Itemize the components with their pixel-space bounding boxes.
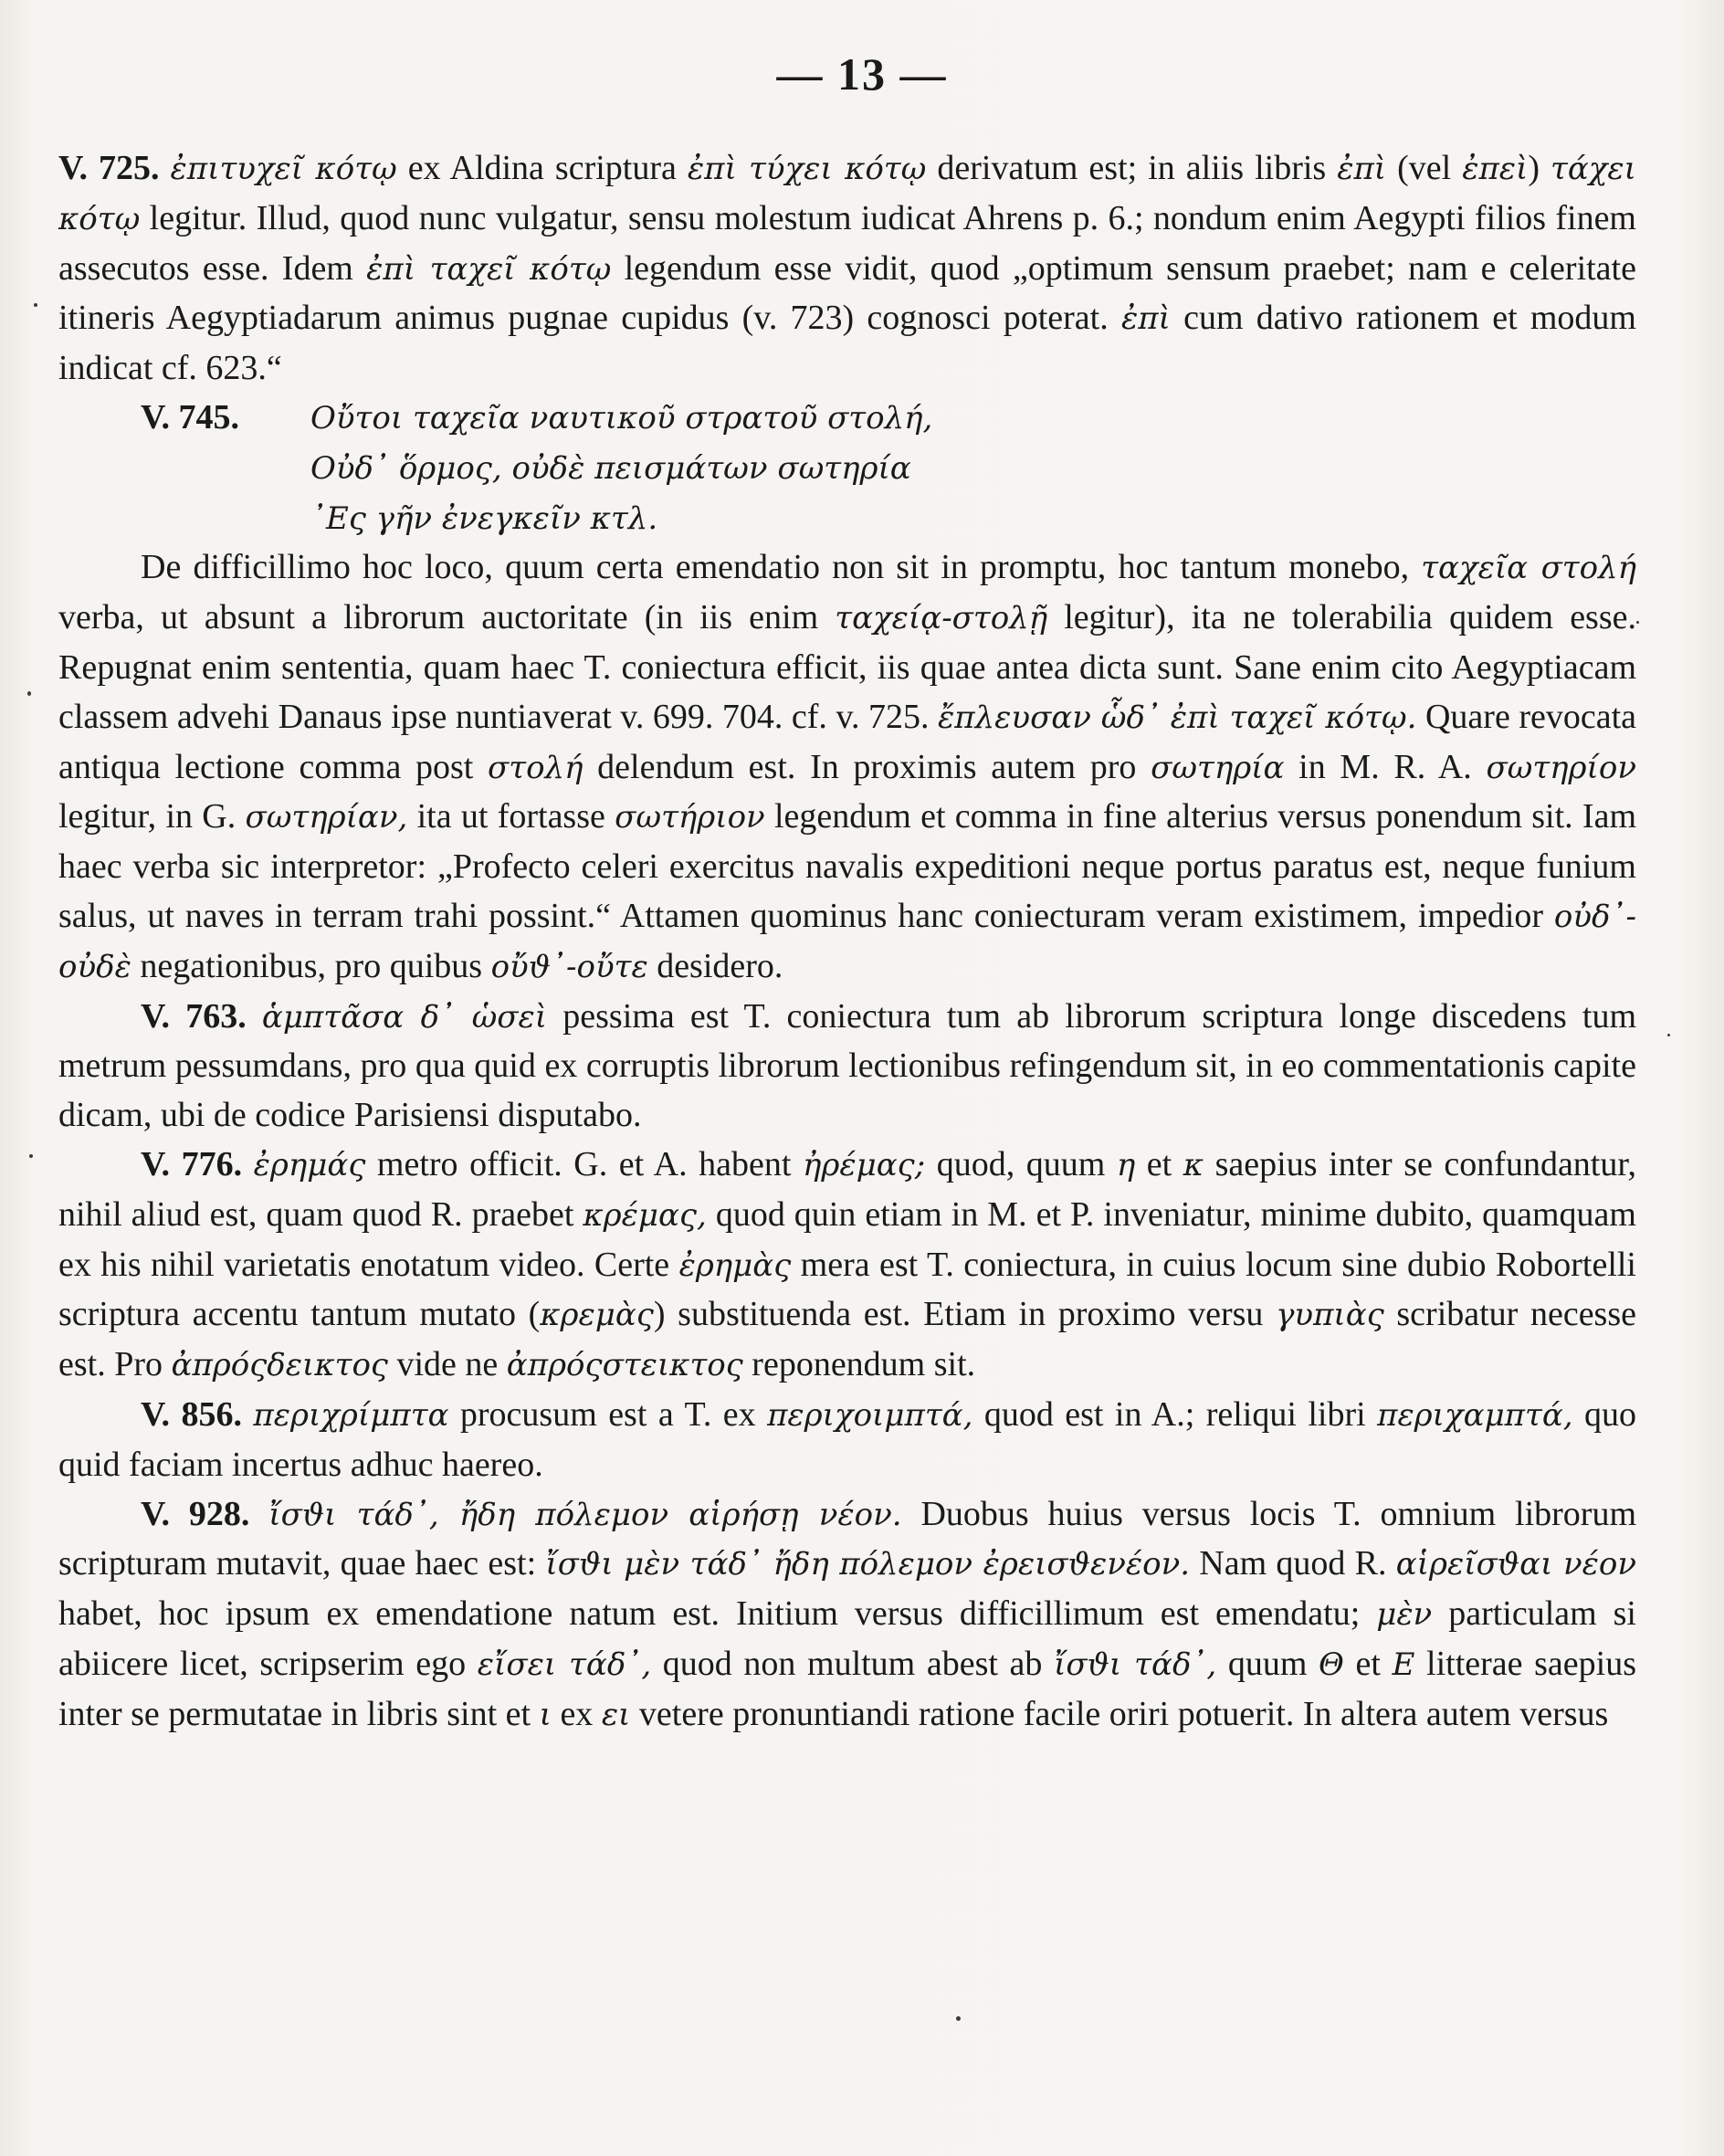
text-run: quo quid faciam incertus adhuc haereo. bbox=[58, 1394, 1637, 1484]
text-run: procusum est a T. ex bbox=[448, 1394, 768, 1434]
text-run: verba, ut absunt a librorum auctoritate (in iis enim bbox=[58, 598, 836, 637]
text-run: desidero. bbox=[647, 946, 783, 985]
text-run: Nam quod R. bbox=[1190, 1544, 1396, 1583]
verse-label: V. 763. bbox=[141, 996, 247, 1036]
greek-quote: η bbox=[1116, 1146, 1136, 1183]
greek-quote: Θ bbox=[1319, 1646, 1344, 1683]
paragraph-p928 bbox=[58, 1490, 1636, 1741]
paragraph-p856 bbox=[58, 1391, 1636, 1490]
greek-quote: κρεμὰς bbox=[540, 1297, 654, 1334]
text-run: quod est in A.; reliqui libri bbox=[972, 1394, 1378, 1434]
text-run: legendum et comma in fine alterius versus ponendum sit. Iam haec verba sic interpretor: „Profecto celeri exercitus navalis expeditioni neque portus paratus est, neque funium salus, ut naves in terram trahi possint.“ Attamen quominus hanc coniecturam veram existimem, impedior bbox=[58, 797, 1637, 935]
verse-quotation-v745 bbox=[58, 394, 1636, 543]
greek-quote: ἐπὶ bbox=[1337, 151, 1387, 187]
text-run: quod non multum abest ab bbox=[651, 1644, 1055, 1683]
greek-quote: γυπιὰς bbox=[1276, 1297, 1384, 1334]
greek-quote: ἐπὶ ταχεῖ κότῳ bbox=[366, 250, 612, 288]
text-run: in M. R. A. bbox=[1284, 747, 1487, 786]
greek-quote: κ bbox=[1183, 1146, 1204, 1183]
greek-quote: περιχαμπτά, bbox=[1377, 1396, 1573, 1434]
text-run: legendum esse vidit, quod „optimum sensum praebet; nam e celeritate itineris Aegyptiadarum animus pugnae cupidus (v. 723) cognosci poterat. bbox=[58, 248, 1636, 338]
text-run: (vel bbox=[1386, 149, 1463, 187]
greek-quote: ἴσϑι τάδ᾿, ἤδη πόλεμον αἱρήσῃ νέον. bbox=[268, 1496, 902, 1533]
verse-line bbox=[58, 494, 1636, 544]
text-run: ita ut fortasse bbox=[407, 797, 615, 836]
text-run: ex bbox=[551, 1694, 602, 1733]
text-run: Duobus huius versus locis T. omnium librorum scripturam mutavit, quae haec est: bbox=[58, 1494, 1636, 1583]
greek-quote: ἐρημάς bbox=[253, 1146, 366, 1183]
text-run: ex Aldina scriptura bbox=[396, 149, 688, 187]
text-run: metro officit. G. et A. habent bbox=[365, 1144, 803, 1183]
greek-quote: ἴσϑι μὲν τάδ᾿ ἤδη πόλεμον ἐρεισϑενέον. bbox=[545, 1546, 1191, 1583]
text-run: negationibus, pro quibus bbox=[131, 946, 491, 985]
greek-quote: σωτηρίαν, bbox=[245, 799, 408, 836]
text-run bbox=[242, 1395, 253, 1434]
greek-quote: περιχρίμπτα bbox=[253, 1396, 449, 1434]
text-run: vetere pronuntiandi ratione facile oriri potuerit. In altera autem versus bbox=[630, 1694, 1609, 1733]
verse-label: V. 745. bbox=[141, 397, 240, 436]
text-run: quod quin etiam in M. et P. inveniatur, minime dubito, quamquam ex his nihil varietatis enotatum video. Certe bbox=[58, 1194, 1636, 1284]
text-run: ) substituenda est. Etiam in proximo versu bbox=[653, 1295, 1277, 1334]
greek-quote: ἀπρόςδεικτος bbox=[171, 1347, 388, 1384]
greek-quote: ἐπὶ bbox=[1120, 300, 1171, 338]
greek-quote: ἐπεὶ bbox=[1462, 151, 1529, 187]
greek-quote: ει bbox=[601, 1696, 631, 1733]
text-run: particulam si abiicere licet, scripserim ego bbox=[58, 1594, 1636, 1683]
greek-quote: σωτηρίον bbox=[1486, 749, 1637, 786]
text-run: scribatur necesse est. Pro bbox=[58, 1295, 1637, 1384]
paragraph-p725 bbox=[58, 144, 1636, 394]
greek-quote: ἀπρόςστεικτος bbox=[506, 1347, 743, 1384]
greek-quote: στολή bbox=[488, 749, 583, 786]
text-run: mera est T. coniectura, in cuius locum sine dubio Robortelli scriptura accentu tantum mutato ( bbox=[58, 1245, 1636, 1334]
text-run: vide ne bbox=[387, 1345, 507, 1384]
text-run: et bbox=[1343, 1644, 1393, 1683]
greek-quote: ἠρέμας; bbox=[803, 1146, 926, 1183]
greek-quote: ἁμπτᾶσα δ᾿ ὡσεὶ bbox=[261, 998, 548, 1036]
greek-quote: περιχοιμπτά, bbox=[767, 1396, 973, 1434]
greek-quote: ἴσϑι τάδ᾿, bbox=[1054, 1646, 1217, 1683]
text-run: delendum est. In proximis autem pro bbox=[583, 747, 1151, 786]
verse-line bbox=[58, 394, 1636, 444]
greek-quote: τάχει κότῳ bbox=[58, 151, 1636, 237]
text-run: legitur, in G. bbox=[58, 797, 246, 836]
greek-quote: αἱρεῖσϑαι νέον bbox=[1395, 1546, 1636, 1583]
greek-quote: ἐπιτυχεῖ κότῳ bbox=[170, 151, 397, 187]
text-run: litterae saepius inter se permutatae in libris sint et bbox=[58, 1644, 1637, 1733]
text-run: pessima est T. coniectura tum ab librorum scriptura longe discedens tum metrum pessumdans, pro qua quid ex corruptis librorum lectionibus refingendum sit, in eo commentationis capite dicam, ubi de codice Parisiensi disputabo. bbox=[58, 996, 1637, 1135]
greek-quote: κρέμας, bbox=[583, 1196, 707, 1234]
greek-quote: Ε bbox=[1392, 1646, 1415, 1683]
paragraph-p776 bbox=[58, 1141, 1636, 1391]
greek-quote: εἴσει τάδ᾿, bbox=[477, 1646, 652, 1683]
text-run: derivatum est; in aliis libris bbox=[926, 149, 1338, 187]
text-run: saepius inter se confundantur, nihil aliud est, quam quod R. praebet bbox=[58, 1144, 1637, 1234]
greek-quote: οὐδ᾿-οὐδὲ bbox=[58, 898, 1636, 985]
greek-quote: σωτήριον bbox=[615, 799, 765, 836]
verse-line bbox=[58, 444, 1636, 494]
text-run bbox=[160, 149, 171, 187]
text-run: quod, quum bbox=[925, 1144, 1117, 1183]
verse-label: V. 928. bbox=[141, 1494, 250, 1533]
text-run: Quare revocata antiqua lectione comma post bbox=[58, 697, 1637, 786]
greek-quote: ι bbox=[539, 1696, 552, 1733]
greek-quote: ἔπλευσαν ὧδ᾿ ἐπὶ ταχεῖ κότῳ. bbox=[938, 699, 1417, 736]
body-text bbox=[58, 144, 1636, 1741]
greek-quote: ἐπὶ τύχει κότῳ bbox=[687, 151, 927, 187]
text-run: legitur), ita ne tolerabilia quidem esse. Repugnat enim sententia, quam haec T. coniectura efficit, iis quae antea dicta sunt. Sane enim cito Aegyptiacam classem advehi Danaus ipse nuntiaverat v. 699. 704. cf. v. 725. bbox=[58, 598, 1637, 736]
text-run bbox=[242, 1145, 254, 1183]
greek-quote: ταχείᾳ-στολῇ bbox=[835, 600, 1048, 637]
text-run: legitur. Illud, quod nunc vulgatur, sensu molestum iudicat Ahrens p. 6.; nondum enim Aegypti filios finem assecutos esse. Idem bbox=[58, 198, 1636, 288]
greek-verse: Οὐδ᾿ ὅρμος, οὐδὲ πεισμάτων σωτηρία bbox=[310, 449, 911, 487]
page-number: — 13 — bbox=[776, 48, 948, 100]
greek-verse: Οὔτοι ταχεῖα ναυτικοῦ στρατοῦ στολή, bbox=[310, 399, 933, 436]
greek-quote: μὲν bbox=[1376, 1596, 1433, 1634]
greek-quote: σωτηρία bbox=[1151, 749, 1285, 786]
greek-quote: ταχεῖα στολή bbox=[1421, 550, 1636, 587]
text-run bbox=[247, 997, 262, 1036]
paragraph-p763 bbox=[58, 993, 1636, 1141]
verse-label: V. 725. bbox=[58, 149, 160, 187]
text-run: et bbox=[1135, 1144, 1183, 1183]
text-run: habet, hoc ipsum ex emendatione natum est. Initium versus difficillimum est emendatu; bbox=[58, 1594, 1377, 1634]
paragraph-p745 bbox=[58, 543, 1636, 992]
text-run: ) bbox=[1528, 149, 1551, 187]
greek-quote: οὔϑ᾿-οὔτε bbox=[490, 948, 648, 985]
text-run bbox=[249, 1495, 268, 1533]
text-run: De difficillimo hoc loco, quum certa emendatio non sit in promptu, hoc tantum monebo, bbox=[141, 548, 1422, 587]
verse-label: V. 776. bbox=[141, 1144, 243, 1183]
greek-verse: ᾿Ες γῆν ἐνεγκεῖν κτλ. bbox=[310, 500, 658, 537]
text-run: reponendum sit. bbox=[742, 1345, 976, 1384]
text-run: cum dativo rationem et modum indicat cf. 623.“ bbox=[58, 299, 1636, 388]
greek-quote: ἐρημὰς bbox=[678, 1246, 792, 1284]
text-run: quum bbox=[1216, 1644, 1319, 1683]
verse-label: V. 856. bbox=[141, 1394, 242, 1434]
